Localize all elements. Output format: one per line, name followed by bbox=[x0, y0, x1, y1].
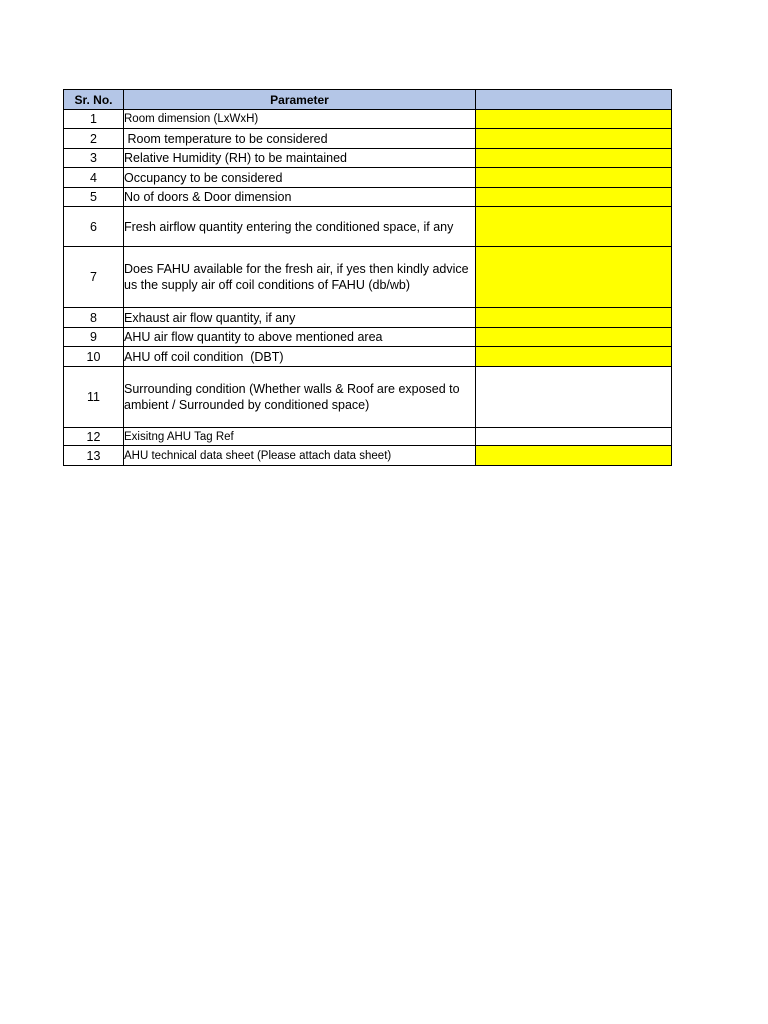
table-row bbox=[64, 188, 672, 207]
table-row bbox=[64, 247, 672, 308]
sr-no-cell: 12 bbox=[64, 428, 124, 446]
parameter-cell: Exhaust air flow quantity, if any bbox=[124, 308, 476, 328]
parameter-cell: Relative Humidity (RH) to be maintained bbox=[124, 149, 476, 168]
sr-no-cell: 9 bbox=[64, 328, 124, 347]
value-cell[interactable] bbox=[476, 149, 672, 168]
table-row bbox=[64, 149, 672, 168]
table-row bbox=[64, 428, 672, 446]
parameter-header: Parameter bbox=[124, 90, 476, 110]
table-row bbox=[64, 168, 672, 188]
parameter-cell: Surrounding condition (Whether walls & Roof are exposed to ambient / Surrounded by conditioned space) bbox=[124, 367, 476, 428]
sr-no-header: Sr. No. bbox=[64, 90, 124, 110]
parameter-cell: AHU air flow quantity to above mentioned area bbox=[124, 328, 476, 347]
value-cell[interactable] bbox=[476, 168, 672, 188]
sr-no-cell: 10 bbox=[64, 347, 124, 367]
parameter-cell: Fresh airflow quantity entering the conditioned space, if any bbox=[124, 207, 476, 247]
value-cell[interactable] bbox=[476, 207, 672, 247]
table-row bbox=[64, 367, 672, 428]
sr-no-cell: 8 bbox=[64, 308, 124, 328]
parameter-cell: Occupancy to be considered bbox=[124, 168, 476, 188]
header-row bbox=[64, 90, 672, 110]
value-cell[interactable] bbox=[476, 247, 672, 308]
value-cell[interactable] bbox=[476, 188, 672, 207]
table-row bbox=[64, 207, 672, 247]
sr-no-cell: 13 bbox=[64, 446, 124, 466]
table-row bbox=[64, 110, 672, 129]
sr-no-cell: 2 bbox=[64, 129, 124, 149]
parameter-cell: No of doors & Door dimension bbox=[124, 188, 476, 207]
sr-no-cell: 4 bbox=[64, 168, 124, 188]
parameter-cell: Exisitng AHU Tag Ref bbox=[124, 428, 476, 446]
parameter-cell: Does FAHU available for the fresh air, if yes then kindly advice us the supply air off coil conditions of FAHU (db/wb) bbox=[124, 247, 476, 308]
sr-no-cell: 3 bbox=[64, 149, 124, 168]
value-cell[interactable] bbox=[476, 347, 672, 367]
parameter-cell: AHU off coil condition (DBT) bbox=[124, 347, 476, 367]
parameter-table bbox=[63, 89, 672, 466]
table-row bbox=[64, 129, 672, 149]
value-cell[interactable] bbox=[476, 129, 672, 149]
value-cell[interactable] bbox=[476, 428, 672, 446]
parameter-cell: AHU technical data sheet (Please attach data sheet) bbox=[124, 446, 476, 466]
table-row bbox=[64, 347, 672, 367]
table-row bbox=[64, 308, 672, 328]
sr-no-cell: 6 bbox=[64, 207, 124, 247]
value-cell[interactable] bbox=[476, 328, 672, 347]
value-header bbox=[476, 90, 672, 110]
sr-no-cell: 7 bbox=[64, 247, 124, 308]
value-cell[interactable] bbox=[476, 446, 672, 466]
parameter-cell: Room temperature to be considered bbox=[124, 129, 476, 149]
sr-no-cell: 1 bbox=[64, 110, 124, 129]
table-row bbox=[64, 328, 672, 347]
value-cell[interactable] bbox=[476, 367, 672, 428]
parameter-cell: Room dimension (LxWxH) bbox=[124, 110, 476, 129]
value-cell[interactable] bbox=[476, 110, 672, 129]
sr-no-cell: 11 bbox=[64, 367, 124, 428]
sr-no-cell: 5 bbox=[64, 188, 124, 207]
value-cell[interactable] bbox=[476, 308, 672, 328]
table-row bbox=[64, 446, 672, 466]
